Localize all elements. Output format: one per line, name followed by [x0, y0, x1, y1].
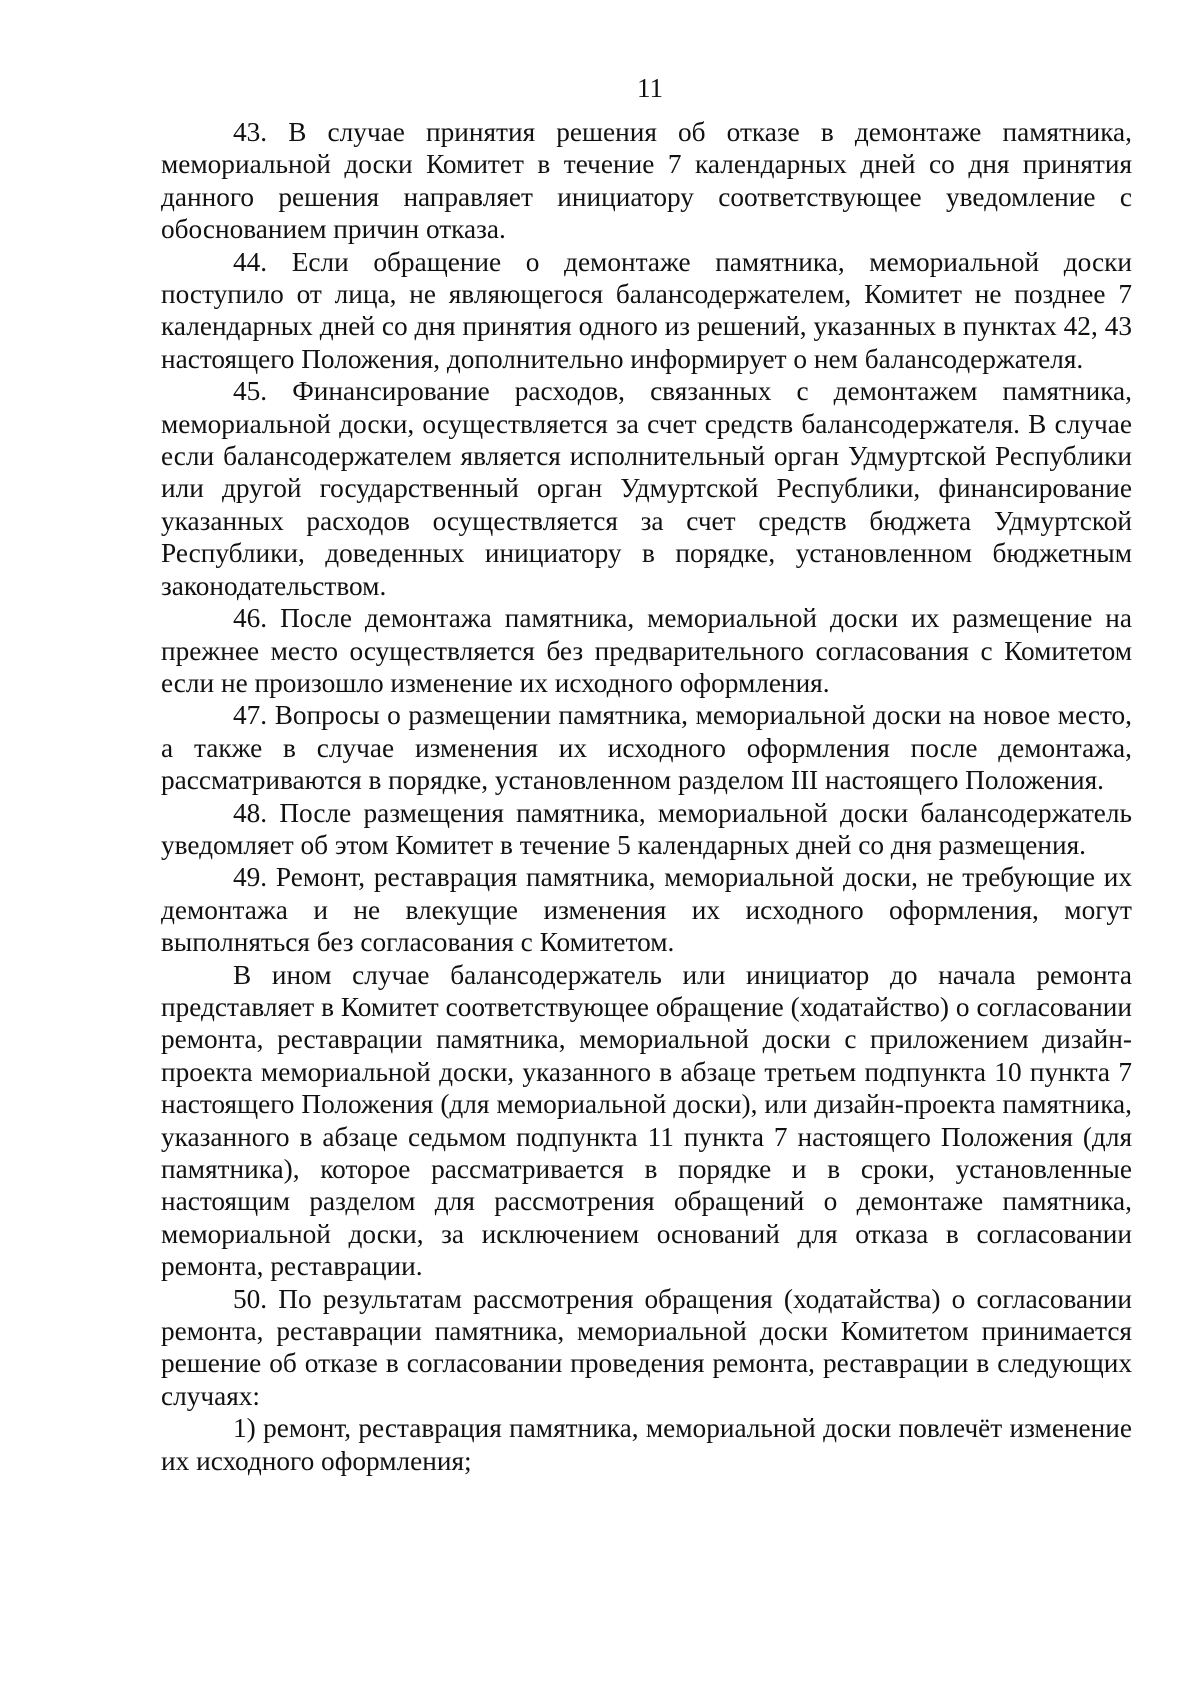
paragraph-49-continuation: В ином случае балансодержатель или инициатор до начала ремонта представляет в Комитет соответствующее обращение (ходатайство) о согласовании ремонта, реставрации памятника, мемориальной доски с приложением дизайн-проекта мемориальной доски, указанного в абзаце третьем подпункта 10 пункта 7 настоящего Положения (для мемориальной доски), или дизайн-проекта памятника, указанного в абзаце седьмом подпункта 11 пункта 7 настоящего Положения (для памятника), которое рассматривается в порядке и в сроки, установленные настоящим разделом для рассмотрения обращений о демонтаже памятника, мемориальной доски, за исключением оснований для отказа в согласовании ремонта, реставрации.	[161, 959, 1132, 1282]
paragraph-46: 46. После демонтажа памятника, мемориальной доски их размещение на прежнее место осуществляется без предварительного согласования с Комитетом если не произошло изменение их исходного оформления.	[161, 603, 1132, 698]
paragraph-43: 43. В случае принятия решения об отказе в демонтаже памятника, мемориальной доски Комитет в течение 7 календарных дней со дня принятия данного решения направляет инициатору соответствующее уведомление с обоснованием причин отказа.	[161, 117, 1132, 245]
paragraph-50: 50. По результатам рассмотрения обращения (ходатайства) о согласовании ремонта, реставрации памятника, мемориальной доски Комитетом принимается решение об отказе в согласовании проведения ремонта, реставрации в следующих случаях:	[161, 1283, 1132, 1411]
paragraph-45: 45. Финансирование расходов, связанных с демонтажем памятника, мемориальной доски, осуществляется за счет средств балансодержателя. В случае если балансодержателем является исполнительный орган Удмуртской Республики или другой государственный орган Удмуртской Республики, финансирование указанных расходов осуществляется за счет средств бюджета Удмуртской Республики, доведенных инициатору в порядке, установленном бюджетным законодательством.	[161, 376, 1132, 601]
paragraph-47: 47. Вопросы о размещении памятника, мемориальной доски на новое место, а также в случае изменения их исходного оформления после демонтажа, рассматриваются в порядке, установленном разделом III настоящего Положения.	[161, 700, 1132, 796]
paragraph-49: 49. Ремонт, реставрация памятника, мемориальной доски, не требующие их демонтажа и не влекущие изменения их исходного оформления, могут выполняться без согласования с Комитетом.	[161, 862, 1132, 958]
page-number: 11	[637, 73, 663, 103]
document-body	[161, 116, 1132, 1477]
paragraph-50-item-1: 1) ремонт, реставрация памятника, мемориальной доски повлечёт изменение их исходного оформления;	[161, 1413, 1132, 1476]
paragraph-48: 48. После размещения памятника, мемориальной доски балансодержатель уведомляет об этом Комитет в течение 5 календарных дней со дня размещения.	[161, 797, 1132, 860]
paragraph-44: 44. Если обращение о демонтаже памятника, мемориальной доски поступило от лица, не являющегося балансодержателем, Комитет не позднее 7 календарных дней со дня принятия одного из решений, указанных в пунктах 42, 43 настоящего Положения, дополнительно информирует о нем балансодержателя.	[161, 246, 1132, 374]
